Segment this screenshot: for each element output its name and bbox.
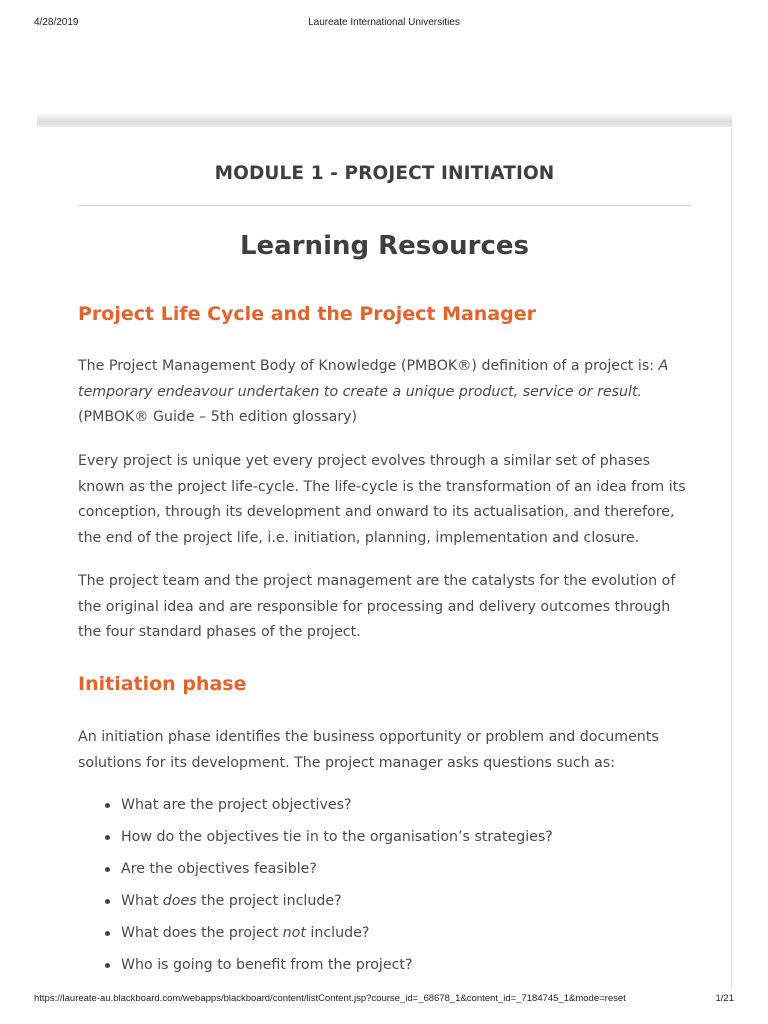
- module-title: MODULE 1 - PROJECT INITIATION: [214, 163, 555, 184]
- section-heading-initiation: Initiation phase: [78, 673, 247, 695]
- bullet-icon: [105, 835, 110, 840]
- section-heading-life-cycle: Project Life Cycle and the Project Manager: [78, 303, 537, 325]
- list-item: What does the project not include?: [78, 920, 693, 952]
- definition-lead-text: The Project Management Body of Knowledge (PMBOK®) definition of a project is:: [78, 358, 659, 374]
- print-footer: [0, 993, 768, 1007]
- bullet-icon: [105, 931, 110, 936]
- print-page-title: Laureate International Universities: [308, 17, 460, 28]
- paragraph-pmbok-definition: [78, 354, 693, 431]
- bullet-icon: [105, 899, 110, 904]
- page-number: 1/21: [715, 993, 734, 1004]
- card-top-shadow: [37, 113, 732, 127]
- list-item: How do the objectives tie in to the organisation’s strategies?: [78, 824, 693, 856]
- list-item: What does the project include?: [78, 888, 693, 920]
- paragraph-initiation-intro: An initiation phase identifies the business opportunity or problem and documents solutions for its development. The project manager asks questions such as:: [78, 729, 659, 771]
- list-item: Who is going to benefit from the project?: [78, 952, 693, 984]
- list-item: What are the project objectives?: [78, 792, 693, 824]
- initiation-questions-list: [78, 792, 693, 984]
- bullet-icon: [105, 867, 110, 872]
- bullet-icon: [105, 803, 110, 808]
- bullet-icon: [105, 963, 110, 968]
- definition-italic-text: A temporary endeavour undertaken to create a unique product, service or result.: [78, 358, 669, 400]
- card-right-border: [731, 128, 732, 988]
- print-header: [0, 17, 768, 31]
- print-url: https://laureate-au.blackboard.com/webapps/blackboard/content/listContent.jsp?course_id=_68678_1&content_id=_7184745_1&mode=reset: [34, 993, 626, 1004]
- list-item: Are the objectives feasible?: [78, 856, 693, 888]
- paragraph-project-team: The project team and the project management are the catalysts for the evolution of the original idea and are responsible for processing and delivery outcomes through the four standard phases of the project.: [78, 573, 676, 640]
- definition-source-text: (PMBOK® Guide – 5th edition glossary): [78, 409, 358, 425]
- paragraph-life-cycle: Every project is unique yet every project evolves through a similar set of phases known as the project life-cycle. The life-cycle is the transformation of an idea from its conception, through its development and onward to its actualisation, and therefore, the end of the project life, i.e. initiation, planning, implementation and closure.: [78, 453, 686, 546]
- print-date: 4/28/2019: [34, 17, 79, 28]
- page-heading: Learning Resources: [239, 231, 529, 261]
- title-divider: [78, 205, 691, 206]
